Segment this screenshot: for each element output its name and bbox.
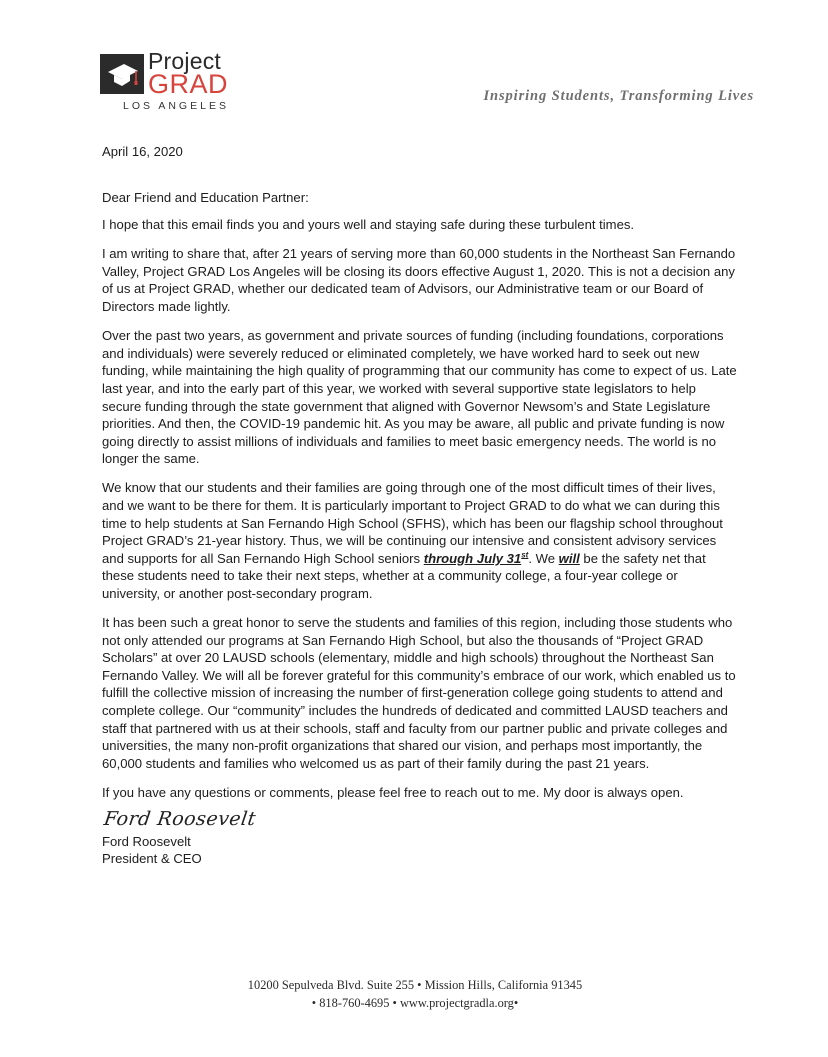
paragraph-4-text-c: be the safety net that these students need to take their next steps, whether at a community college, a four-year college or university, or another post-secondary program. xyxy=(102,550,706,601)
paragraph-4-text-b: . We xyxy=(528,550,559,566)
logo-word-grad: GRAD xyxy=(148,69,229,99)
footer-address xyxy=(200,976,630,1012)
signature: Ford Roosevelt xyxy=(102,808,258,830)
paragraph-1: I hope that this email finds you and yours well and staying safe during these turbulent times. xyxy=(102,217,635,233)
signer-name: Ford Roosevelt xyxy=(102,833,191,849)
paragraph-3: Over the past two years, as government and private sources of funding (including foundations, corporations and individuals) were severely reduced or eliminated completely, we have worked hard to seek out new funding, while maintaining the high quality of programming that our community has come to expect of us. Late last year, and into the early part of this year, we worked with several supportive state legislators to help secure funding through the state government that aligned with Governor Newsom’s and State Legislature priorities. And then, the COVID-19 pandemic hit. As you may be aware, all public and private funding is now going directly to assist millions of individuals and families to meet basic emergency needs. The world is no longer the same. xyxy=(102,328,737,467)
graduation-cap-icon xyxy=(100,54,144,94)
project-grad-logo xyxy=(100,48,250,114)
paragraph-2: I am writing to share that, after 21 years of serving more than 60,000 students in the Northeast San Fernando Valley, Project GRAD Los Angeles will be closing its doors effective August 1, 2020. This is not a decision any of us at Project GRAD, whether our dedicated team of Advisors, our Administrative team or our Board of Directors made lightly. xyxy=(102,246,736,315)
footer-line-contact: • 818-760-4695 • www.projectgradla.org• xyxy=(311,996,519,1010)
letter-body xyxy=(102,143,738,868)
letter-date: April 16, 2020 xyxy=(102,144,183,159)
paragraph-4 xyxy=(102,479,738,602)
logo-word-project: Project xyxy=(148,48,221,74)
logo-city: LOS ANGELES xyxy=(123,100,229,112)
paragraph-4-text-a: We know that our students and their families are going through one of the most difficult times of their lives, and we want to be there for them. It is particularly important to Project GRAD to do what we can during this time to help students at San Fernando High School (SFHS), which has been our flagship school throughout Project GRAD’s 21-year history. Thus, we will be continuing our intensive and consistent advisory services and supports for all San Fernando High School seniors xyxy=(102,480,723,566)
emphasis-through-july: through July 31 xyxy=(423,550,522,566)
paragraph-5: It has been such a great honor to serve the students and families of this region, including those students who not only attended our programs at San Fernando High School, but also the thousands of “Project GRAD Scholars” at over 20 LAUSD schools (elementary, middle and high schools) throughout the Northeast San Fernando Valley. We will all be forever grateful for this community’s embrace of our work, which enabled us to fulfill the collective mission of increasing the number of first-generation college going students to attend and complete college. Our “community” includes the hundreds of dedicated and committed LAUSD teachers and staff that partnered with us at their schools, staff and faculty from our partner public and private colleges and universities, the many non-profit organizations that shared our vision, and perhaps most importantly, the 60,000 students and families who welcomed us as part of their family during the past 21 years. xyxy=(102,615,736,771)
paragraph-6: If you have any questions or comments, please feel free to reach out to me. My door is always open. xyxy=(102,784,684,800)
salutation: Dear Friend and Education Partner: xyxy=(102,189,309,205)
signer-title: President & CEO xyxy=(102,851,202,867)
ordinal-suffix: st xyxy=(521,550,529,560)
tagline: Inspiring Students, Transforming Lives xyxy=(483,88,754,104)
signer-block xyxy=(102,833,738,868)
footer-line-address: 10200 Sepulveda Blvd. Suite 255 • Mission Hills, California 91345 xyxy=(247,978,583,992)
emphasis-will: will xyxy=(558,550,580,566)
